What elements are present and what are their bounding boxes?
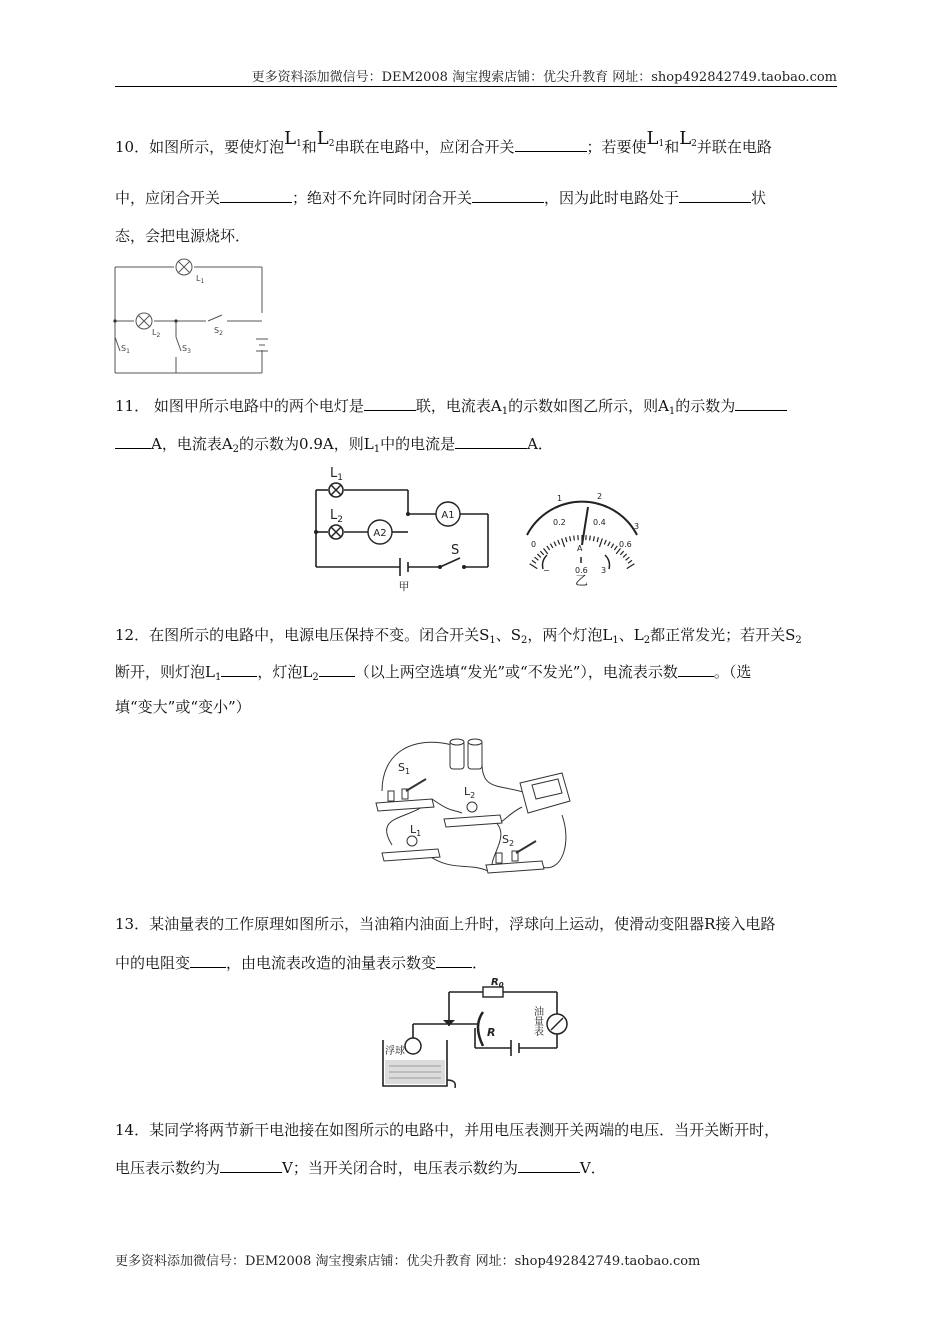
svg-text:A: A [577,544,583,553]
dial-tick [574,536,575,541]
q12-line-2: 断开，则灯泡$L_1$ ，灯泡$L_2$ （以上两空选填“发光”或“不发光”），电流表示数 。（选 [115,663,752,683]
dial-tick [532,560,536,563]
label-s3: $S_3$ [182,344,191,355]
dial-tick [537,554,541,557]
dial-tick [597,537,598,542]
bulb-label-l1: L1 [284,128,302,149]
q10-text: ；若要使 [586,138,647,156]
switch-s2-symbol [486,841,544,873]
q10-text: 并联在电路 [696,138,772,156]
dial-tick [535,557,539,560]
header-divider [115,86,837,87]
label-s2: $S_2$ [502,833,515,848]
label-s1: $S_1$ [121,344,130,355]
svg-text:2: 2 [597,492,603,501]
dial-tick [558,540,560,545]
q10-line-3: 态，会把电源烧坏． [115,227,251,245]
battery-symbol [256,339,268,351]
label-l2: $L_2$ [464,785,476,800]
label-l1: $L_1$ [410,823,422,838]
answer-blank[interactable] [518,1160,580,1173]
q11-line-1: 11． 如图甲所示电路中的两个电灯是 联，电流表$A_1$的示数如图乙所示，则$A_1$的示数为 [115,398,837,417]
svg-text:0.2: 0.2 [553,518,566,527]
page-footer: 更多资料添加微信号：DEM2008 淘宝搜索店铺：优尖升教育 网址：shop492842749.taobao.com [115,1254,701,1269]
bulb-label-l2: L2 [316,128,335,149]
answer-blank[interactable] [190,955,226,968]
dial-tick [590,536,591,541]
label-s1: $S_1$ [398,761,411,776]
q10-and: 和 [301,138,317,156]
label-oil-gauge: 油量表 [531,1006,543,1036]
svg-text:A2: A2 [373,528,387,539]
dial-tick [608,542,610,546]
answer-blank[interactable] [436,955,472,968]
q10-and: 和 [664,138,680,156]
label-l2: $L_2$ [330,508,343,525]
dial-tick [614,546,617,550]
svg-text:0: 0 [531,540,537,549]
q14-line-2: 电压表示数约为 V；当开关闭合时，电压表示数约为 V． [115,1159,606,1177]
bulb-l1-symbol [329,483,343,497]
float-ball-symbol [405,1038,421,1054]
label-r0: $R_0$ [491,977,504,989]
meter-needle [582,507,588,545]
dial-tick [626,557,630,560]
label-l1: $L_1$ [330,466,343,483]
ammeter-box-symbol [520,773,570,813]
battery-pair-symbol [450,739,482,769]
bulb-l2-symbol [136,313,152,329]
dial-tick [554,542,556,546]
figure-caption-yi: 乙 [575,574,589,589]
pivot-symbol [443,1020,455,1026]
q12-line-1: 12．在图所示的电路中，电源电压保持不变。闭合开关$S_1$、$S_2$，两个灯泡$L_1$、$L_2$都正常发光；若开关$S_2$ [115,626,802,646]
q13-line-2: 中的电阻变 ，由电流表改造的油量表示数变 ． [115,954,488,972]
q13-oil-gauge-figure [383,977,573,1094]
label-s: S [451,543,460,558]
q13-line-1: 13．某油量表的工作原理如图所示，当油箱内油面上升时，浮球向上运动，使滑动变阻器R接入电路 [115,915,776,933]
answer-blank[interactable] [679,190,751,203]
ammeter-a2-symbol [368,520,392,544]
switch-s1-symbol [376,779,434,811]
q10-text: 10．如图所示，要使灯泡 [115,138,285,156]
dial-tick [593,536,594,541]
bulb-l1-symbol [176,259,192,275]
bulb-l2-symbol [329,525,343,539]
dial-tick [599,538,602,546]
q10-text: 串联在电路中，应闭合开关 [334,138,515,156]
label-s2: $S_2$ [214,326,223,337]
dial-tick [628,560,632,563]
svg-text:0.6: 0.6 [575,566,588,575]
svg-text:−: − [543,566,550,575]
dial-tick [566,537,567,542]
answer-blank[interactable] [678,664,714,677]
dial-tick [611,544,614,548]
q14-line-1: 14．某同学将两节新干电池接在如图所示的电路中，并用电压表测开关两端的电压．当开关断开时， [115,1121,780,1139]
dial-tick [543,548,547,553]
dial-tick [620,551,623,555]
answer-blank[interactable] [115,436,151,449]
dial-tick [570,536,571,541]
answer-blank[interactable] [220,1160,282,1173]
dial-tick [530,564,538,569]
answer-blank[interactable] [221,664,257,677]
q10-line-2: 中，应闭合开关 ；绝对不允许同时闭合开关 ，因为此时电路处于 状 [115,189,767,207]
dial-tick [627,564,635,569]
dial-tick [616,548,620,553]
q12-line-3: 填“变大”或“变小”） [115,698,251,716]
q10-line-1 [115,128,837,157]
svg-text:3: 3 [634,522,640,531]
dial-tick [623,554,627,557]
dial-tick [604,540,606,545]
answer-blank[interactable] [319,664,355,677]
dial-tick [562,538,565,546]
ammeter-a1-symbol [436,502,460,526]
answer-blank[interactable] [515,139,587,152]
svg-text:3: 3 [601,566,607,575]
svg-text:A1: A1 [441,510,455,521]
dial-tick [547,546,550,550]
answer-blank[interactable] [220,190,292,203]
page-header: 更多资料添加微信号：DEM2008 淘宝搜索店铺：优尖升教育 网址：shop492842749.taobao.com [251,70,837,85]
label-float: 浮球 [385,1046,405,1057]
answer-blank[interactable] [472,190,544,203]
svg-text:1: 1 [557,494,563,503]
answer-blank[interactable] [735,398,787,411]
q10-circuit-figure [112,255,267,377]
bulb-label-l2: L2 [679,128,697,149]
svg-text:0.4: 0.4 [593,518,606,527]
dial-tick [550,544,553,548]
label-l1: $L_1$ [196,274,205,285]
q11-line-2: A，电流表$A_2$的示数为0.9A，则$L_1$中的电流是 A． [115,436,837,455]
label-r: R [487,1026,496,1039]
q12-physical-circuit-figure [372,733,578,883]
bulb-l2-holder [444,802,502,827]
dial-tick [540,551,543,555]
answer-blank[interactable] [364,398,416,411]
label-l2: $L_2$ [152,328,161,339]
q11-ammeter-figure-b [513,485,643,589]
bulb-label-l1: L1 [646,128,665,149]
bulb-l1-holder [382,836,440,861]
svg-text:0.6: 0.6 [619,540,632,549]
answer-blank[interactable] [455,436,527,449]
q11-circuit-figure-a [308,462,498,592]
figure-caption-jia: 甲 [398,580,410,593]
